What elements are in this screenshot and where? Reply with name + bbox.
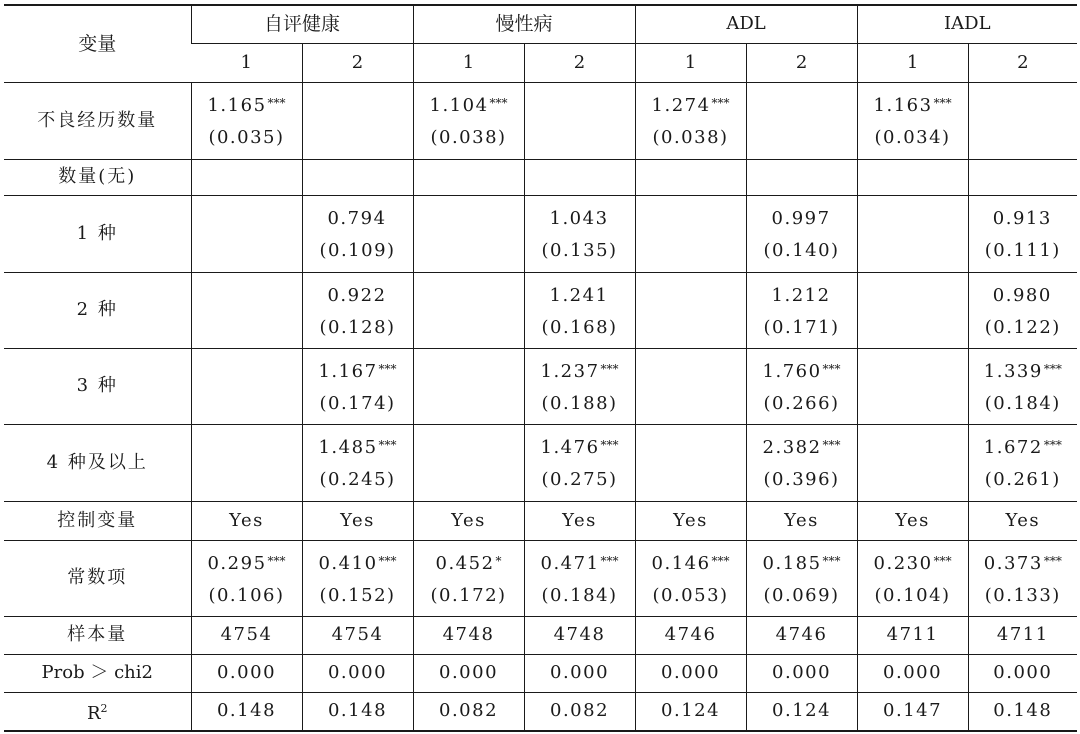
row-four-or-more-types <box>4 424 1077 501</box>
estimate-line <box>192 545 302 580</box>
row-label: 样本量 <box>4 616 191 654</box>
estimate-value: 1.163 <box>873 95 933 116</box>
coefficient-cell <box>524 195 635 272</box>
coefficient-cell <box>413 195 524 272</box>
value-cell: 0.124 <box>635 692 746 731</box>
estimate-line <box>192 87 302 122</box>
coefficient-cell <box>302 272 413 348</box>
estimate-value: 1.274 <box>651 95 711 116</box>
value-cell: 0.000 <box>857 654 968 692</box>
row-control-variables <box>4 501 1077 540</box>
coefficient-cell <box>635 424 746 501</box>
estimate-line <box>969 353 1078 388</box>
significance-stars: *** <box>822 361 841 376</box>
coefficient-cell <box>302 82 413 159</box>
estimate-line <box>969 545 1078 580</box>
estimate-value: 0.185 <box>762 552 822 574</box>
standard-error: (0.034) <box>874 127 951 148</box>
estimate-line <box>525 103 635 138</box>
estimate-line <box>636 545 746 580</box>
row-prob-chi2 <box>4 654 1077 692</box>
standard-error: (0.184) <box>984 392 1061 414</box>
value-cell: Yes <box>968 501 1077 540</box>
estimate-value: 0.230 <box>873 552 933 574</box>
value-cell: 4754 <box>191 616 302 654</box>
coefficient-cell <box>191 540 302 616</box>
standard-error: (0.038) <box>430 127 507 148</box>
coefficient-cell <box>857 348 968 424</box>
significance-stars: *** <box>711 96 730 110</box>
estimate-line <box>747 200 857 235</box>
estimate-line <box>192 293 302 328</box>
standard-error: (0.069) <box>763 584 840 606</box>
coefficient-cell <box>746 348 857 424</box>
row-label: 2 种 <box>4 272 191 348</box>
coefficient-cell <box>524 82 635 159</box>
estimate-line <box>969 200 1078 235</box>
model-number: 1 <box>857 43 968 82</box>
estimate-line <box>303 103 413 138</box>
model-number: 1 <box>635 43 746 82</box>
standard-error: (0.172) <box>430 584 507 606</box>
coefficient-cell <box>191 195 302 272</box>
group-header-iadl: IADL <box>857 5 1077 43</box>
estimate-value: 1.672 <box>983 437 1043 458</box>
standard-error: (0.111) <box>984 240 1061 261</box>
estimate-value: 1.339 <box>983 360 1043 382</box>
estimate-value: 1.167 <box>318 360 378 382</box>
significance-stars: *** <box>1043 438 1062 452</box>
coefficient-cell <box>746 540 857 616</box>
value-cell: Yes <box>191 501 302 540</box>
header-group-row <box>4 5 1077 43</box>
standard-error: (0.122) <box>984 316 1061 338</box>
significance-stars: *** <box>1043 361 1062 376</box>
estimate-value: 2.382 <box>762 437 822 458</box>
estimate-line <box>414 87 524 122</box>
estimate-line <box>303 277 413 312</box>
coefficient-cell <box>302 195 413 272</box>
coefficient-cell <box>191 82 302 159</box>
significance-stars: *** <box>378 438 397 452</box>
estimate-line <box>303 353 413 388</box>
standard-error: (0.168) <box>541 316 618 338</box>
row-label: 不良经历数量 <box>4 82 191 159</box>
coefficient-cell <box>413 424 524 501</box>
coefficient-cell <box>968 195 1077 272</box>
group-header-self-rated-health: 自评健康 <box>191 5 413 43</box>
regression-table <box>4 4 1077 732</box>
value-cell: 0.148 <box>191 692 302 731</box>
coefficient-cell <box>746 272 857 348</box>
standard-error: (0.152) <box>319 584 396 606</box>
standard-error: (0.133) <box>984 584 1061 606</box>
estimate-value: 0.452 <box>435 552 495 574</box>
estimate-value: 1.212 <box>771 284 831 306</box>
estimate-line <box>747 353 857 388</box>
standard-error: (0.245) <box>319 469 396 490</box>
standard-error: (0.188) <box>541 392 618 414</box>
estimate-value: 0.980 <box>992 284 1052 306</box>
estimate-line <box>969 277 1078 312</box>
value-cell: 0.148 <box>302 692 413 731</box>
estimate-line <box>192 216 302 251</box>
significance-stars: *** <box>489 96 508 110</box>
significance-stars: *** <box>378 553 397 568</box>
standard-error: (0.104) <box>874 584 951 606</box>
estimate-line <box>414 293 524 328</box>
value-cell: 0.148 <box>968 692 1077 731</box>
significance-stars: *** <box>267 96 286 110</box>
model-number: 1 <box>191 43 302 82</box>
row-label: 1 种 <box>4 195 191 272</box>
estimate-line <box>636 87 746 122</box>
coefficient-cell <box>191 272 302 348</box>
estimate-line <box>747 429 857 464</box>
significance-stars: *** <box>1043 553 1062 568</box>
estimate-line <box>303 429 413 464</box>
standard-error: (0.184) <box>541 584 618 606</box>
estimate-value: 0.922 <box>327 284 387 306</box>
group-header-adl: ADL <box>635 5 857 43</box>
estimate-value: 1.241 <box>549 284 609 306</box>
coefficient-cell <box>413 272 524 348</box>
estimate-value: 0.997 <box>771 208 831 229</box>
standard-error: (0.396) <box>763 469 840 490</box>
row-label <box>4 692 191 731</box>
coefficient-cell <box>857 424 968 501</box>
model-number: 2 <box>746 43 857 82</box>
standard-error: (0.035) <box>208 127 285 148</box>
significance-stars: *** <box>822 438 841 452</box>
estimate-line <box>525 200 635 235</box>
value-cell: 4746 <box>635 616 746 654</box>
estimate-line <box>414 369 524 404</box>
estimate-value: 1.476 <box>540 437 600 458</box>
estimate-value: 0.373 <box>983 552 1043 574</box>
model-number: 2 <box>302 43 413 82</box>
estimate-line <box>969 103 1078 138</box>
value-cell: 0.000 <box>968 654 1077 692</box>
estimate-value: 0.471 <box>540 552 600 574</box>
standard-error: (0.106) <box>208 584 285 606</box>
row-label: 控制变量 <box>4 501 191 540</box>
standard-error: (0.128) <box>319 316 396 338</box>
estimate-line <box>858 369 968 404</box>
value-cell: 4746 <box>746 616 857 654</box>
estimate-value: 1.760 <box>762 360 822 382</box>
coefficient-cell <box>857 272 968 348</box>
value-cell: Yes <box>302 501 413 540</box>
standard-error: (0.109) <box>319 240 396 261</box>
row-label: Prob ＞ chi2 <box>4 654 191 692</box>
row-adverse-experience-count <box>4 82 1077 159</box>
estimate-value: 1.485 <box>318 437 378 458</box>
estimate-line <box>525 353 635 388</box>
row-label: 4 种及以上 <box>4 424 191 501</box>
estimate-line <box>858 216 968 251</box>
model-number: 2 <box>524 43 635 82</box>
estimate-line <box>636 369 746 404</box>
standard-error: (0.275) <box>541 469 618 490</box>
coefficient-cell <box>968 540 1077 616</box>
estimate-value: 0.295 <box>207 552 267 574</box>
estimate-line <box>303 200 413 235</box>
r-squared-base: R <box>86 702 101 724</box>
coefficient-cell <box>746 195 857 272</box>
standard-error: (0.053) <box>652 584 729 606</box>
coefficient-cell <box>857 540 968 616</box>
row-label: 3 种 <box>4 348 191 424</box>
value-cell: 0.124 <box>746 692 857 731</box>
significance-stars: *** <box>267 553 286 568</box>
significance-stars: *** <box>711 553 730 568</box>
row-three-types <box>4 348 1077 424</box>
coefficient-cell <box>524 348 635 424</box>
value-cell: 0.082 <box>413 692 524 731</box>
significance-stars: *** <box>600 438 619 452</box>
value-cell: 0.000 <box>191 654 302 692</box>
row-two-types <box>4 272 1077 348</box>
estimate-line <box>414 445 524 480</box>
coefficient-cell <box>968 272 1077 348</box>
estimate-line <box>525 277 635 312</box>
coefficient-cell <box>968 424 1077 501</box>
significance-stars: * <box>495 553 502 568</box>
estimate-value: 1.237 <box>540 360 600 382</box>
estimate-line <box>747 545 857 580</box>
coefficient-cell <box>746 82 857 159</box>
row-label: 数量(无) <box>4 159 191 195</box>
estimate-line <box>192 445 302 480</box>
significance-stars: *** <box>378 361 397 376</box>
coefficient-cell <box>413 540 524 616</box>
estimate-line <box>636 216 746 251</box>
standard-error: (0.171) <box>763 316 840 338</box>
estimate-value: 0.913 <box>992 208 1052 229</box>
row-sample-size <box>4 616 1077 654</box>
coefficient-cell <box>635 272 746 348</box>
standard-error: (0.261) <box>984 469 1061 490</box>
estimate-line <box>858 293 968 328</box>
value-cell: 4754 <box>302 616 413 654</box>
value-cell: 0.082 <box>524 692 635 731</box>
estimate-line <box>747 103 857 138</box>
coefficient-cell <box>302 540 413 616</box>
value-cell: 0.000 <box>413 654 524 692</box>
coefficient-cell <box>524 424 635 501</box>
coefficient-cell <box>635 540 746 616</box>
significance-stars: *** <box>933 553 952 568</box>
row-count-reference <box>4 159 1077 195</box>
significance-stars: *** <box>822 553 841 568</box>
coefficient-cell <box>857 82 968 159</box>
value-cell: 0.000 <box>302 654 413 692</box>
row-label: 常数项 <box>4 540 191 616</box>
value-cell: 0.000 <box>746 654 857 692</box>
group-header-chronic-disease: 慢性病 <box>413 5 635 43</box>
significance-stars: *** <box>933 96 952 110</box>
value-cell: 4748 <box>413 616 524 654</box>
value-cell: 4748 <box>524 616 635 654</box>
estimate-value: 0.410 <box>318 552 378 574</box>
estimate-line <box>636 293 746 328</box>
value-cell: 0.000 <box>635 654 746 692</box>
estimate-line <box>303 545 413 580</box>
standard-error: (0.135) <box>541 240 618 261</box>
row-r-squared <box>4 692 1077 731</box>
row-constant <box>4 540 1077 616</box>
estimate-line <box>969 429 1078 464</box>
value-cell: Yes <box>857 501 968 540</box>
estimate-line <box>636 445 746 480</box>
value-cell: 0.147 <box>857 692 968 731</box>
estimate-value: 1.165 <box>207 95 267 116</box>
coefficient-cell <box>635 195 746 272</box>
estimate-line <box>525 545 635 580</box>
coefficient-cell <box>968 82 1077 159</box>
standard-error: (0.140) <box>763 240 840 261</box>
value-cell: Yes <box>524 501 635 540</box>
row-one-type <box>4 195 1077 272</box>
estimate-value: 0.794 <box>327 208 387 229</box>
model-number: 1 <box>413 43 524 82</box>
estimate-line <box>858 545 968 580</box>
coefficient-cell <box>191 424 302 501</box>
coefficient-cell <box>302 424 413 501</box>
estimate-line <box>192 369 302 404</box>
estimate-value: 1.043 <box>549 208 609 229</box>
estimate-line <box>858 87 968 122</box>
coefficient-cell <box>968 348 1077 424</box>
value-cell: Yes <box>413 501 524 540</box>
r-squared-exponent: 2 <box>100 701 108 715</box>
coefficient-cell <box>413 348 524 424</box>
value-cell: Yes <box>635 501 746 540</box>
estimate-value: 0.146 <box>651 552 711 574</box>
estimate-line <box>414 545 524 580</box>
standard-error: (0.038) <box>652 127 729 148</box>
significance-stars: *** <box>600 553 619 568</box>
value-cell: 4711 <box>857 616 968 654</box>
coefficient-cell <box>191 348 302 424</box>
value-cell: Yes <box>746 501 857 540</box>
coefficient-cell <box>635 82 746 159</box>
coefficient-cell <box>635 348 746 424</box>
estimate-value: 1.104 <box>429 95 489 116</box>
variable-header: 变量 <box>4 5 191 82</box>
coefficient-cell <box>857 195 968 272</box>
coefficient-cell <box>302 348 413 424</box>
estimate-line <box>414 216 524 251</box>
estimate-line <box>747 277 857 312</box>
significance-stars: *** <box>600 361 619 376</box>
estimate-line <box>858 445 968 480</box>
estimate-line <box>525 429 635 464</box>
standard-error: (0.266) <box>763 392 840 414</box>
coefficient-cell <box>524 272 635 348</box>
model-number: 2 <box>968 43 1077 82</box>
standard-error: (0.174) <box>319 392 396 414</box>
coefficient-cell <box>413 82 524 159</box>
value-cell: 4711 <box>968 616 1077 654</box>
value-cell: 0.000 <box>524 654 635 692</box>
coefficient-cell <box>524 540 635 616</box>
coefficient-cell <box>746 424 857 501</box>
